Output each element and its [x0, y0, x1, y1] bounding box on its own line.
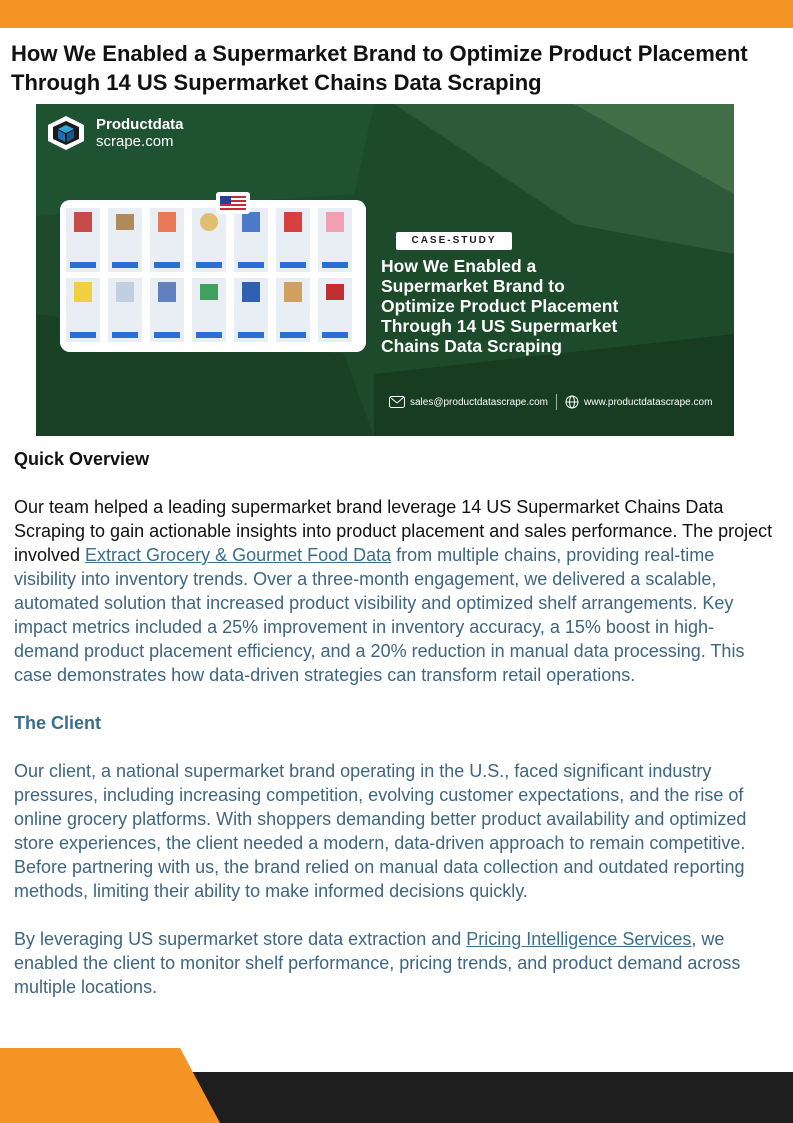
mail-icon	[389, 396, 405, 408]
page-title: How We Enabled a Supermarket Brand to Optimize Product Placement Through 14 US Supermarket Chains Data Scraping	[11, 41, 748, 95]
banner-heading: How We Enabled a Supermarket Brand to Optimize Product Placement Through 14 US Supermarket Chains Data Scraping	[381, 256, 619, 356]
top-accent-bar	[0, 0, 793, 28]
client-heading: The Client	[14, 713, 102, 733]
logo-name-line1: Productdata	[96, 116, 184, 133]
brand-logo	[44, 114, 184, 152]
cube-logo-icon	[44, 114, 88, 152]
client-p2-text-part1: By leveraging US supermarket store data extraction and	[14, 929, 467, 949]
email-text: sales@productdatascrape.com	[410, 396, 548, 408]
extract-grocery-link[interactable]: Extract Grocery & Gourmet Food Data	[85, 545, 392, 565]
article-body	[14, 447, 779, 1023]
client-p2-text-part2: , we enabled the client to monitor shelf performance, pricing trends, and product demand across multiple locations.	[14, 929, 741, 997]
case-study-banner	[14, 104, 734, 436]
client-paragraph-2	[14, 927, 779, 999]
banner-email	[389, 396, 548, 408]
overview-paragraph	[14, 495, 779, 687]
overview-text-part1: Our team helped a leading supermarket brand leverage 14 US Supermarket Chains Data Scraping to gain actionable insights into product placement and sales performance. The project involved	[14, 497, 773, 565]
footer-orange-shape	[0, 1048, 220, 1123]
us-flag-icon	[216, 192, 250, 214]
product-grid-card	[60, 200, 366, 352]
overview-heading: Quick Overview	[14, 449, 150, 469]
banner-website	[565, 395, 712, 409]
overview-text-part2: from multiple chains, providing real-time visibility into inventory trends. Over a three-month engagement, we delivered a scalable, automated solution that increased product visibility and optimized shelf arrangements. Key impact metrics included a 25% improvement in inventory accuracy, a 15% boost in high-demand product placement efficiency, and a 20% reduction in manual data processing. This case demonstrates how data-driven strategies can transform retail operations.	[14, 545, 745, 685]
website-text: www.productdatascrape.com	[584, 396, 713, 408]
banner-contact-row	[389, 394, 712, 410]
case-study-label: CASE-STUDY	[396, 232, 512, 250]
globe-icon	[565, 395, 579, 409]
logo-name-line2: scrape.com	[96, 133, 174, 150]
contact-divider	[556, 394, 557, 410]
pricing-intelligence-link[interactable]: Pricing Intelligence Services	[466, 929, 692, 949]
client-paragraph-1: Our client, a national supermarket brand operating in the U.S., faced significant industry pressures, including increasing competition, evolving customer expectations, and the rise of online grocery platforms. With shoppers demanding better product availability and optimized store experiences, the client needed a modern, data-driven approach to remain competitive. Before partnering with us, the brand relied on manual data collection and outdated reporting methods, limiting their ability to make informed decisions quickly.	[14, 761, 747, 901]
